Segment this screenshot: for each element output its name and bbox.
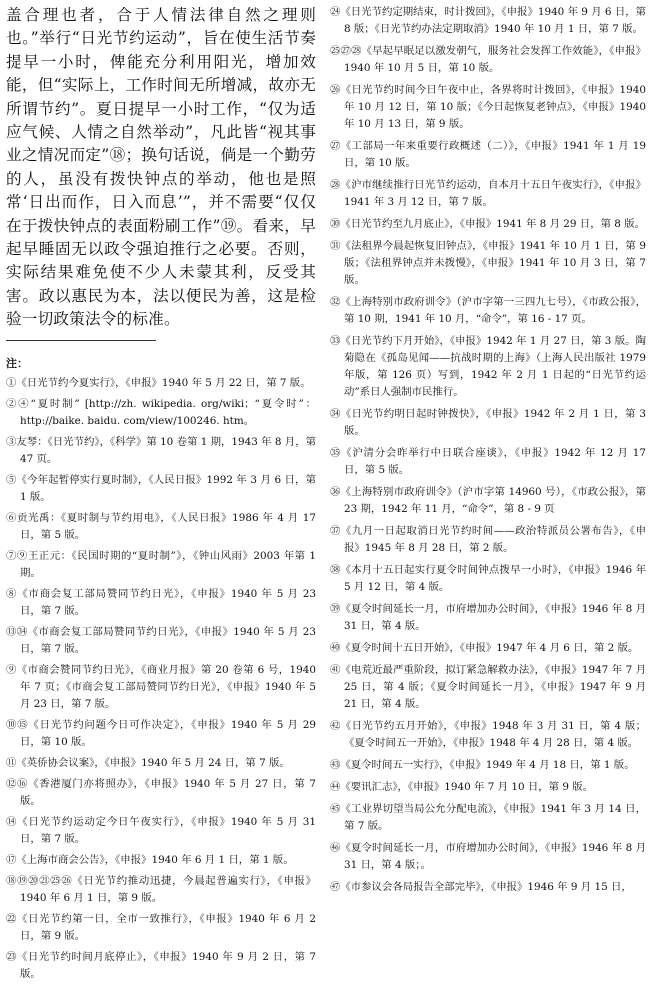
- footnote: ㉖《日光节约时间今日午夜中止，各界将时计拨回》，《申报》1940 年 10 月 12 日，第 10 版；《今日起恢复老钟点》，《申报》1940 年 10 月 13 日，第 9 版。: [330, 84, 646, 130]
- footnote: ㊼《市参议会各局报告全部完毕》，《申报》1946 年 9 月 15 日，: [330, 881, 632, 893]
- footnote: ㉛《法租界今晨起恢复旧钟点》，《申报》1941 年 10 月 1 日，第 9 版；《法租界钟点并未拨慢》，《申报》1941 年 10 月 3 日，第 7 版。: [330, 240, 646, 286]
- footnote: ③友琴：《日光节约》，《科学》第 10 卷第 1 期，1943 年 8 月，第 47 页。: [6, 435, 316, 465]
- notes-heading: 注：: [6, 356, 28, 370]
- footnote: ㉔《日光节约定期结束，时计拨回》，《申报》1940 年 9 月 6 日，第 8 版；《日光节约办法定期取消》1940 年 10 月 1 日，第 7 版。: [330, 6, 646, 35]
- footnote: ⑫⑯《香港厦门亦将照办》，《申报》1940 年 5 月 27 日，第 7 版。: [6, 777, 316, 807]
- footnote: ⑬㉞《市商会复工部局赞同节约日光》，《申报》1940 年 5 月 23 日，第 7 版。: [6, 625, 316, 655]
- footnote: ㉟《沪清分会昨举行中日联合座谈》，《申报》1942 年 12 月 17 日，第 5 版。: [330, 447, 646, 476]
- footnote: ㊲《九月一日起取消日光节约时间——政治特派员公署布告》，《申报》1945 年 8 月 28 日，第 2 版。: [330, 525, 646, 554]
- footnote: ㊺《工业界切望当局公允分配电流》，《申报》1941 年 3 月 14 日，第 7 版。: [330, 803, 646, 832]
- footnote-divider: [6, 340, 156, 341]
- footnote: ㉜《上海特别市政府训令》（沪市字第一三四九七号），《市政公报》，第 10 期，1941 年 10 月，“命令”，第 16 - 17 页。: [330, 296, 646, 325]
- footnote: ㊴《夏令时间延长一月，市府增加办公时间》，《申报》1946 年 8 月 31 日，第 4 版。: [330, 603, 646, 632]
- notes-list-right: [330, 4, 646, 896]
- body-paragraph: 盖合理也者，合于人情法律自然之理则也。”举行“日光节约运动”，旨在使生活节奏提早一小时，俾能充分利用阳光，增加效能，但“实际上，工作时间无所增减，故亦无所谓节约”。夏日提早一小时工作，“仅为适应气候、人情之自然举动”，凡此皆“视其事业之情况而定”⑱；换句话说，倘是一个勤劳的人，虽没有拨快钟点的举动，他也是照常‘日出而作，日入而息’”，并不需要“仅仅在于拨快钟点的表面粉刷工作”⑲。看来，早起早睡固无以政令强迫推行之必要。否则，实际结果难免使不少人未蒙其利，反受其害。政以惠民为本，法以便民为善，这是检验一切政策法令的标准。: [6, 6, 316, 329]
- footnote: ⑧《市商会复工部局赞同节约日光》，《申报》1940 年 5 月 23 日，第 7 版。: [6, 587, 316, 617]
- footnote: ㊳《本月十五日起实行夏令时间钟点拨早一小时》，《申报》1946 年 5 月 12 日，第 4 版。: [330, 564, 646, 593]
- notes-list-left: [6, 375, 316, 983]
- footnote: ㊵《夏令时间十五日开始》，《申报》1947 年 4 月 6 日，第 2 版。: [330, 642, 639, 654]
- right-column: [330, 4, 646, 901]
- footnote: ⑰《上海市商会公告》，《申报》1940 年 6 月 1 日，第 1 版。: [6, 853, 294, 866]
- footnote: ⑤《今年起暂停实行夏时制》，《人民日报》1992 年 3 月 6 日，第 1 版。: [6, 473, 316, 503]
- footnote: ㉝《日光节约下月开始》，《申报》1942 年 1 月 27 日，第 3 版。陶菊隐在《孤岛见闻——抗战时期的上海》（上海人民出版社 1979 年版，第 126 页）写到，1942 年 2 月 1 日起的“日光节约运动”系日人强制市民推行。: [330, 335, 646, 398]
- footnote: ⑨《市商会赞同节约日光》，《商业月报》第 20 卷第 6 号，1940 年 7 页；《市商会复工部局赞同节约日光》，《申报》1940 年 5 月 23 日，第 7 版。: [6, 663, 316, 710]
- footnote: ㊸《夏令时间五一实行》，《申报》1949 年 4 月 18 日，第 1 版。: [330, 759, 635, 771]
- left-column: [6, 4, 316, 987]
- footnote: ㊹《要讯汇志》，《申报》1940 年 7 月 10 日，第 9 版。: [330, 781, 594, 793]
- footnote: ⑱⑲⑳㉑㉕㉖《日光节约推动迅捷，今晨起普遍实行》，《申报》1940 年 6 月 1 日，第 9 版。: [6, 874, 316, 904]
- footnote: ⑥贡光禹：《夏时制与节约用电》，《人民日报》1986 年 4 月 17 日，第 5 版。: [6, 511, 316, 541]
- footnote: ①《日光节约今夏实行》，《申报》1940 年 5 月 22 日，第 7 版。: [6, 376, 311, 389]
- body-text-block: [6, 4, 316, 332]
- footnote: ㊷《日光节约五月开始》，《申报》1948 年 3 月 31 日，第 4 版；《夏令时间五一开始》，《申报》1948 年 4 月 28 日，第 4 版。: [330, 720, 646, 749]
- footnote: ㉞《日光节约明日起时钟拨快》，《申报》1942 年 2 月 1 日，第 3 版。: [330, 408, 646, 437]
- footnote: ㊶《电荒近最严重阶段，拟订紧急解救办法》，《申报》1947 年 7 月 25 日，第 4 版；《夏令时间延长一月》，《申报》1947 年 9 月 21 日，第 4 版。: [330, 664, 646, 710]
- footnote: ㉗《工部局一年来重要行政概述（二）》，《申报》1941 年 1 月 19 日，第 10 版。: [330, 140, 646, 169]
- footnote: ⑦⑨王正元：《民国时期的“夏时制”》，《钟山风雨》2003 年第 1 期。: [6, 549, 316, 579]
- footnote: ㉒《日光节约第一日，全市一致推行》，《申报》1940 年 6 月 2 日，第 9 版。: [6, 912, 316, 942]
- footnote: ㉘《沪市继续推行日光节约运动，自本月十五日午夜实行》，《申报》1941 年 3 月 12 日，第 7 版。: [330, 179, 646, 208]
- footnote: ⑩⑮《日光节约问题今日可作决定》，《申报》1940 年 5 月 29 日，第 10 版。: [6, 718, 316, 748]
- footnote: ㊻《夏令时间延长一月，市府增加办公时间》，《申报》1946 年 8 月 31 日，第 4 版；。: [330, 842, 646, 871]
- footnote: ⑭《日光节约运动定今日午夜实行》，《申报》1940 年 5 月 31 日，第 7 版。: [6, 815, 316, 845]
- footnote: ㊱《上海特别市政府训令》（沪市字第 14960 号），《市政公报》，第 23 期，1942 年 11 月，“命令”，第 8 - 9 页: [330, 486, 646, 515]
- footnote: ㉚《日光节约至九月底止》，《申报》1941 年 8 月 29 日，第 8 版。: [330, 218, 645, 230]
- footnote: ㉓《日光节约时间月底停止》，《申报》1940 年 9 月 2 日，第 7 版。: [6, 950, 316, 980]
- footnote: ⑪《英侨协会议案》，《申报》1940 年 5 月 24 日，第 7 版。: [6, 756, 290, 769]
- footnote: ㉕㉗㉘《早起早眠足以激发朝气，服务社会发挥工作效能》，《申报》1940 年 10 月 5 日，第 10 版。: [330, 45, 646, 74]
- footnote: ②④“夏时制” [http://zh. wikipedia. org/wiki；“夏令时”：http://baike. baidu. com/view/100246. htm。: [6, 397, 316, 427]
